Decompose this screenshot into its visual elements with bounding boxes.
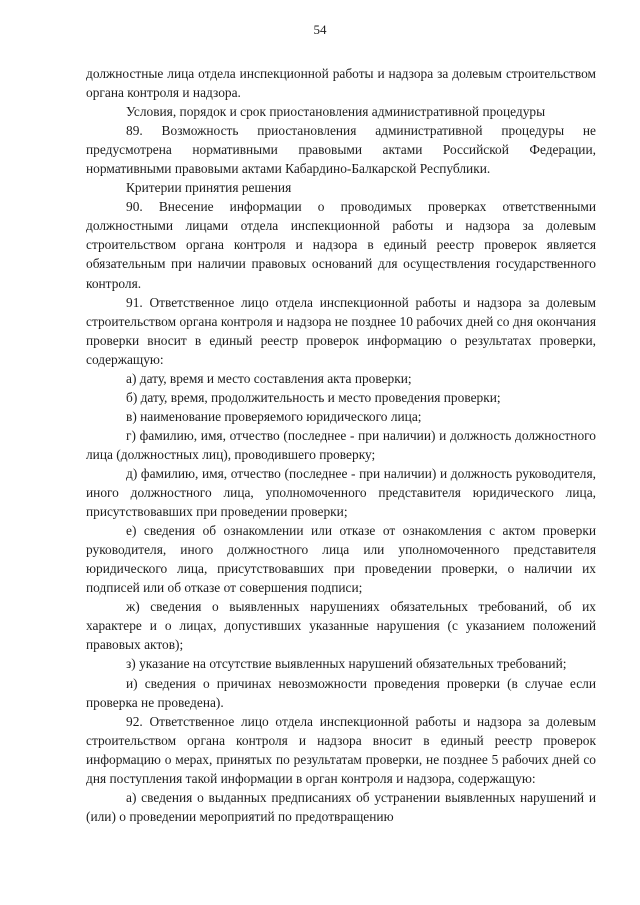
section-heading-criteria: Критерии принятия решения — [126, 180, 292, 196]
list-item-91-e: е) сведения об ознакомлении или отказе от ознакомления с актом проверки руководителя, иного должностного лица или уполномоченного представителя юридического лица, присутствовавших при проведении проверки, о наличии их подписей или об отказе от совершения подписи; — [86, 523, 596, 596]
list-item-91-b: б) дату, время, продолжительность и место проведения проверки; — [126, 389, 501, 405]
list-item-91-z: з) указание на отсутствие выявленных нарушений обязательных требований; — [126, 656, 567, 672]
list-item-91-g: г) фамилию, имя, отчество (последнее - при наличии) и должность должностного лица (должностных лиц), проводившего проверку; — [86, 427, 596, 462]
document-body — [86, 64, 596, 826]
list-item-92-a: а) сведения о выданных предписаниях об устранении выявленных нарушений и (или) о проведении мероприятий по предотвращению — [86, 789, 596, 824]
section-heading-suspension: Условия, порядок и срок приостановления административной процедуры — [126, 104, 546, 120]
list-item-91-zh: ж) сведения о выявленных нарушениях обязательных требований, об их характере и о лицах, допустивших указанные нарушения (с указанием положений правовых актов); — [86, 599, 596, 653]
list-item-91-i: и) сведения о причинах невозможности проведения проверки (в случае если проверка не проведена). — [86, 675, 596, 710]
paragraph-90: 90. Внесение информации о проводимых проверках ответственными должностными лицами отдела инспекционной работы и надзора за долевым строительством органа контроля и надзора в единый реестр проверок является обязательным при наличии правовых оснований для осуществления государственного контроля. — [86, 199, 596, 291]
paragraph-92: 92. Ответственное лицо отдела инспекционной работы и надзора за долевым строительством органа контроля и надзора вносит в единый реестр проверок информацию о мерах, принятых по результатам проверки, не позднее 5 рабочих дней со дня поступления такой информации в орган контроля и надзора, содержащую: — [86, 713, 596, 786]
list-item-91-a: а) дату, время и место составления акта проверки; — [126, 370, 412, 386]
list-item-91-v: в) наименование проверяемого юридического лица; — [126, 408, 422, 424]
paragraph-89: 89. Возможность приостановления административной процедуры не предусмотрена нормативными правовыми актами Российской Федерации, нормативными правовыми актами Кабардино-Балкарской Республики. — [86, 123, 596, 177]
paragraph-continuation: должностные лица отдела инспекционной работы и надзора за долевым строительством органа контроля и надзора. — [86, 66, 596, 101]
page-number: 54 — [313, 22, 327, 37]
paragraph-91: 91. Ответственное лицо отдела инспекционной работы и надзора за долевым строительством органа контроля и надзора не позднее 10 рабочих дней со дня окончания проверки вносит в единый реестр проверок информацию о результатах проверки, содержащую: — [86, 294, 596, 367]
list-item-91-d: д) фамилию, имя, отчество (последнее - при наличии) и должность руководителя, иного должностного лица, уполномоченного представителя юридического лица, присутствовавших при проведении проверки; — [86, 465, 596, 520]
